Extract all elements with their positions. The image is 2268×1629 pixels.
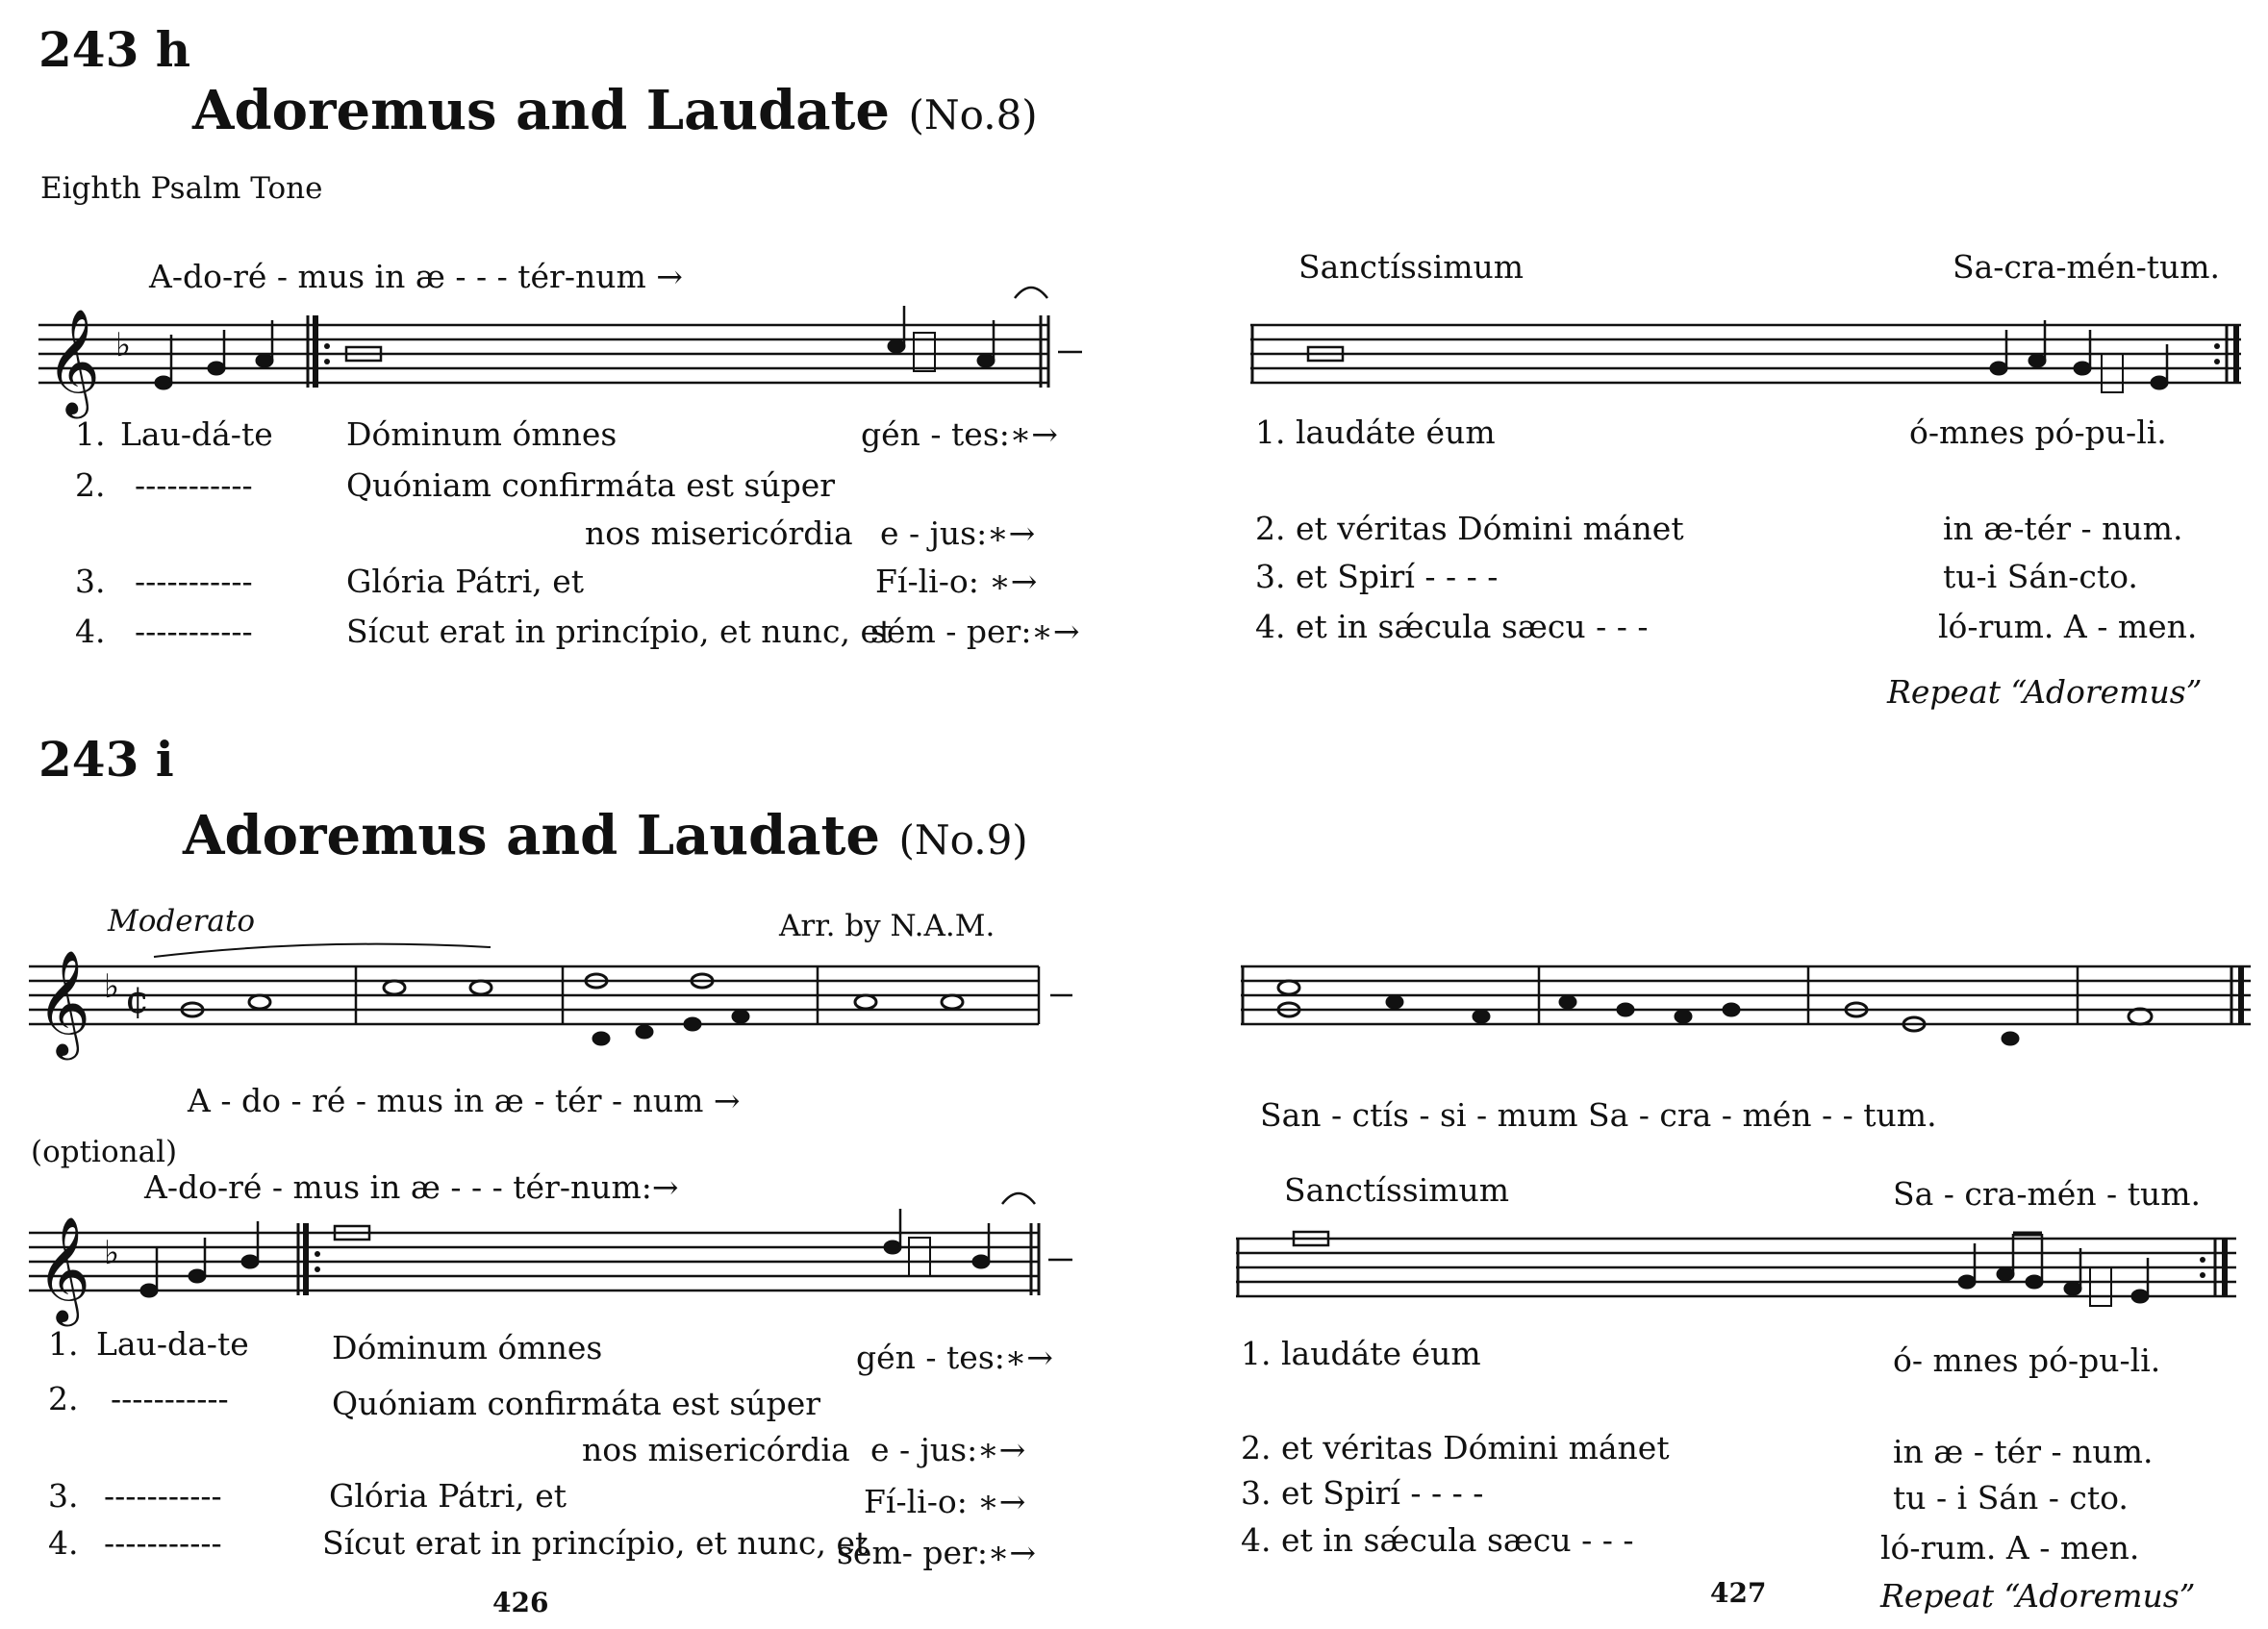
verse-end: gén - tes:∗→ bbox=[856, 1339, 1053, 1376]
verse-start: ----------- bbox=[111, 1380, 229, 1417]
verse-start: ----------- bbox=[135, 466, 253, 504]
verse-text: Glória Pátri, et bbox=[329, 1477, 567, 1515]
verse-end: in æ-tér - num. bbox=[1943, 510, 2183, 547]
verse-text: 2. et véritas Dómini mánet bbox=[1255, 510, 1684, 547]
verse-text: Glória Pátri, et bbox=[346, 563, 585, 600]
verse-number: 4. bbox=[48, 1524, 79, 1562]
svg-text:𝄞: 𝄞 bbox=[37, 1216, 91, 1322]
verse-end: ó-mnes pó-pu-li. bbox=[1909, 414, 2167, 451]
i-left-top-lyric: A-do-ré - mus in æ - - - tér-num:→ bbox=[144, 1168, 679, 1206]
verse-end: tu - i Sán - cto. bbox=[1893, 1479, 2129, 1516]
verse-number: 1. bbox=[75, 415, 106, 453]
title-sub: (No.8) bbox=[908, 91, 1038, 138]
arranger-credit: Arr. by N.A.M. bbox=[779, 909, 995, 943]
verse-text: Sícut erat in princípio, et nunc, et bbox=[322, 1524, 869, 1562]
verse-end: e - jus:∗→ bbox=[880, 514, 1036, 552]
verse-number: 4. bbox=[75, 613, 106, 650]
verse-text: Dóminum ómnes bbox=[346, 415, 617, 453]
svg-text:𝄞: 𝄞 bbox=[46, 309, 101, 414]
i-right-top-a: Sanctíssimum bbox=[1284, 1171, 1510, 1209]
verse-text: Sícut erat in princípio, et nunc, et bbox=[346, 613, 893, 650]
i-left-staff bbox=[29, 947, 1106, 1091]
title-text: Adoremus and Laudate bbox=[183, 804, 881, 867]
verse-start: ----------- bbox=[104, 1524, 222, 1562]
verse-start: ----------- bbox=[135, 563, 253, 600]
svg-text:♭: ♭ bbox=[104, 967, 120, 1006]
verse-text: Quóniam confirmáta est súper bbox=[346, 466, 836, 504]
svg-text:𝄞: 𝄞 bbox=[37, 950, 91, 1056]
verse-text: 4. et in sǽcula sæcu - - - bbox=[1241, 1521, 1634, 1559]
verse-text: nos misericórdia bbox=[585, 514, 853, 552]
verse-text: 4. et in sǽcula sæcu - - - bbox=[1255, 608, 1649, 645]
svg-text:¢: ¢ bbox=[125, 978, 150, 1022]
i-right-top-b: Sa - cra-mén - tum. bbox=[1893, 1175, 2201, 1213]
verse-start: ----------- bbox=[135, 613, 253, 650]
verse-start: Lau-da-te bbox=[96, 1325, 249, 1363]
verse-end: gén - tes:∗→ bbox=[861, 415, 1058, 453]
verse-end: Fí-li-o: ∗→ bbox=[875, 563, 1038, 600]
i-left-chant-staff bbox=[29, 1214, 1106, 1322]
verse-end: ló-rum. A - men. bbox=[1938, 608, 2198, 645]
verse-number: 2. bbox=[75, 466, 106, 504]
optional-label: (optional) bbox=[31, 1135, 178, 1169]
page-number-left: 426 bbox=[492, 1587, 549, 1618]
title-sub: (No.9) bbox=[898, 816, 1028, 864]
verse-text: 1. laudáte éum bbox=[1241, 1335, 1481, 1372]
verse-number: 3. bbox=[75, 563, 106, 600]
verse-end: e - jus:∗→ bbox=[870, 1431, 1026, 1468]
verse-number: 1. bbox=[48, 1325, 79, 1363]
verse-text: nos misericórdia bbox=[582, 1431, 850, 1468]
verse-end: ló-rum. A - men. bbox=[1880, 1529, 2140, 1566]
verse-text: 3. et Spirí - - - - bbox=[1241, 1474, 1484, 1512]
i-right-chant-staff bbox=[1236, 1219, 2255, 1325]
h-left-top-lyric: A-do-ré - mus in æ - - - tér-num → bbox=[149, 258, 683, 295]
verse-number: 3. bbox=[48, 1477, 79, 1515]
verse-text: Dóminum ómnes bbox=[332, 1329, 603, 1366]
svg-text:♭: ♭ bbox=[104, 1234, 120, 1272]
verse-start: ----------- bbox=[104, 1477, 222, 1515]
psalm-tone-label: Eighth Psalm Tone bbox=[40, 171, 323, 206]
hymn-title-h bbox=[192, 79, 1038, 142]
hymn-title-i bbox=[183, 804, 1028, 867]
verse-end: tu-i Sán-cto. bbox=[1943, 558, 2138, 595]
page-number-right: 427 bbox=[1710, 1577, 1767, 1609]
verse-text: 3. et Spirí - - - - bbox=[1255, 558, 1499, 595]
verse-end: sém - per:∗→ bbox=[870, 613, 1080, 650]
h-right-top-b: Sa-cra-mén-tum. bbox=[1953, 248, 2221, 286]
verse-text: Quóniam confirmáta est súper bbox=[332, 1385, 821, 1422]
verse-start: Lau-dá-te bbox=[120, 415, 273, 453]
verse-number: 2. bbox=[48, 1380, 79, 1417]
i-right-lyrics: San - ctís - si - mum Sa - cra - mén - - tum. bbox=[1260, 1096, 1937, 1134]
svg-text:♭: ♭ bbox=[115, 326, 132, 364]
verse-text: 2. et véritas Dómini mánet bbox=[1241, 1429, 1670, 1466]
verse-text: 1. laudáte éum bbox=[1255, 414, 1496, 451]
hymn-number-i: 243 i bbox=[38, 731, 174, 788]
i-right-staff bbox=[1241, 947, 2260, 1091]
title-text: Adoremus and Laudate bbox=[192, 79, 891, 142]
verse-end: ó- mnes pó-pu-li. bbox=[1893, 1341, 2161, 1379]
verse-end: Fí-li-o: ∗→ bbox=[864, 1483, 1026, 1520]
i-repeat-note: Repeat “Adoremus” bbox=[1880, 1577, 2196, 1615]
h-left-staff bbox=[38, 306, 1096, 412]
i-left-lyrics: A - do - ré - mus in æ - tér - num → bbox=[188, 1082, 741, 1119]
tempo-marking: Moderato bbox=[108, 904, 256, 939]
h-right-top-a: Sanctíssimum bbox=[1298, 248, 1525, 286]
h-repeat-note: Repeat “Adoremus” bbox=[1887, 673, 2203, 711]
verse-end: in æ - tér - num. bbox=[1893, 1433, 2154, 1470]
h-right-staff bbox=[1250, 306, 2251, 402]
verse-end: sém- per:∗→ bbox=[837, 1534, 1037, 1571]
hymn-number-h: 243 h bbox=[38, 21, 191, 78]
